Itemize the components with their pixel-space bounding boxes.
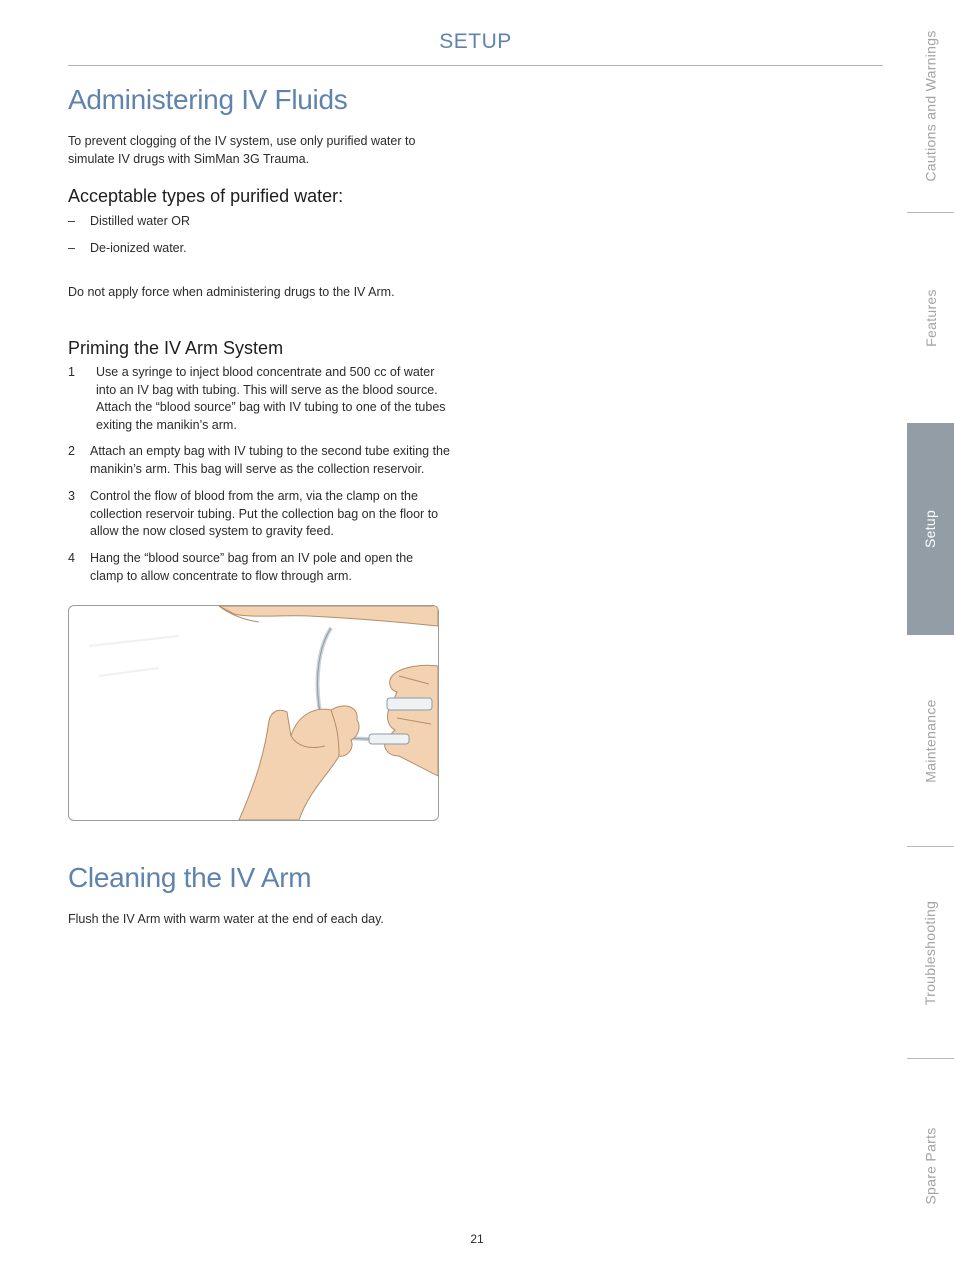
tab-label: Troubleshooting <box>922 900 939 1005</box>
step-text: Attach an empty bag with IV tubing to the second tube exiting the manikin’s arm. This bag will serve as the collection reservoir. <box>90 444 450 476</box>
priming-heading: Priming the IV Arm System <box>68 338 284 358</box>
step-text: Hang the “blood source” bag from an IV pole and open the clamp to allow concentrate to flow through arm. <box>90 551 414 583</box>
water-types-heading: Acceptable types of purified water: <box>68 186 344 206</box>
step-number: 3 <box>68 489 75 503</box>
water-list-item <box>68 240 187 257</box>
priming-step <box>68 550 443 585</box>
priming-step <box>68 364 458 434</box>
list-dash: – <box>68 214 75 228</box>
cleaning-paragraph: Flush the IV Arm with warm water at the end of each day. <box>68 912 384 926</box>
tab-maintenance[interactable] <box>907 635 954 846</box>
water-item-label: Distilled water OR <box>90 214 191 228</box>
section-title-cleaning-iv-arm: Cleaning the IV Arm <box>68 862 312 893</box>
intro-paragraph: To prevent clogging of the IV system, use only purified water to simulate IV drugs with SimMan 3G Trauma. <box>68 134 416 166</box>
water-list-item <box>68 213 190 230</box>
page-header-title: SETUP <box>439 30 512 53</box>
step-text: Use a syringe to inject blood concentrate and 500 cc of water into an IV bag with tubing. This will serve as the blood source. Attach the “blood source” bag with IV tubing to one of the tubes exiting the manikin’s arm. <box>96 365 446 432</box>
step-number: 2 <box>68 444 75 458</box>
tab-label: Setup <box>922 509 939 549</box>
tab-label: Maintenance <box>922 698 939 783</box>
step-number: 4 <box>68 551 75 565</box>
priming-step <box>68 488 463 541</box>
page-number: 21 <box>470 1232 484 1246</box>
tab-cautions-and-warnings[interactable] <box>907 0 954 212</box>
tab-label: Spare Parts <box>922 1126 939 1205</box>
force-note: Do not apply force when administering drugs to the IV Arm. <box>68 285 395 299</box>
tab-label: Features <box>922 289 939 347</box>
iv-arm-illustration <box>68 605 439 821</box>
hands-tubing-icon <box>69 606 438 820</box>
section-title-administering-iv-fluids: Administering IV Fluids <box>68 84 348 115</box>
water-item-label: De-ionized water. <box>90 241 187 255</box>
tab-troubleshooting[interactable] <box>907 847 954 1058</box>
tab-label: Cautions and Warnings <box>922 30 939 182</box>
priming-step <box>68 443 463 478</box>
step-text: Control the flow of blood from the arm, via the clamp on the collection reservoir tubing. Put the collection bag on the floor to allow the now closed system to gravity feed. <box>90 489 439 538</box>
list-dash: – <box>68 241 75 255</box>
tab-features[interactable] <box>907 213 954 423</box>
step-number: 1 <box>68 365 75 379</box>
header-divider <box>68 65 883 66</box>
tab-setup[interactable] <box>907 423 954 635</box>
